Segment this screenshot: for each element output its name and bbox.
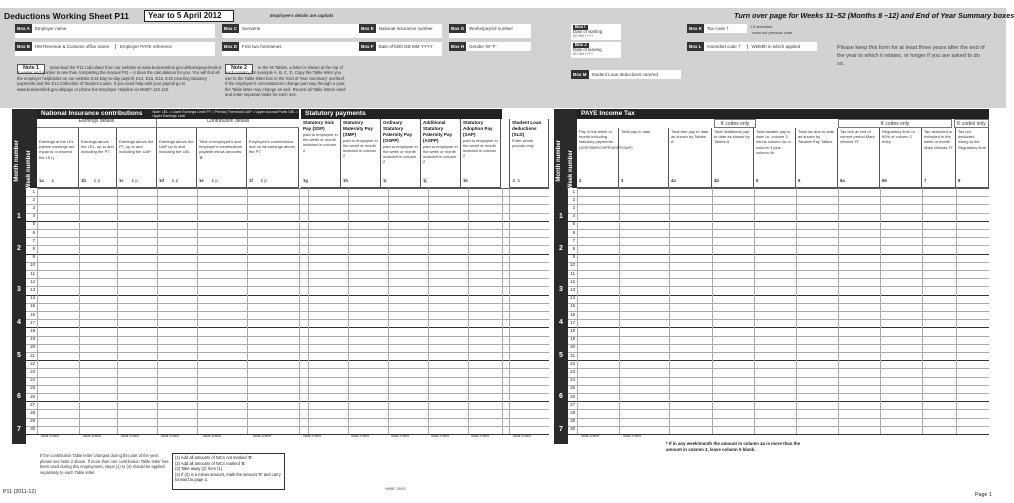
week-number: 25 <box>30 385 35 391</box>
week-number: 14 <box>30 295 35 301</box>
ni-section-bar: National Insurance contributions Note: LEL = Lower Earnings Limit; PT = Primary Threshold UAP = Upper Accrual Point; UEL = Upper Earnings Limit <box>37 109 299 119</box>
stat-column-1i: Ordinary Statutory Paternity Pay (OSPP) paid to employee in the week or month included in column 2 1i <box>381 119 421 188</box>
paye-column-6: Total tax due to date as shown by Taxable Pay Tables 6 <box>796 128 838 188</box>
grid-column-line <box>247 188 248 434</box>
statutory-section-bar: Statutory payments <box>301 109 502 119</box>
week-number: 9 <box>32 254 35 260</box>
week-number: 18 <box>570 327 575 333</box>
week-number: 26 <box>570 393 575 399</box>
week-number: 20 <box>570 344 575 350</box>
week-number: 23 <box>30 368 35 374</box>
total-carried-forward: Total c/fwd <box>302 433 321 438</box>
week-number: 10 <box>30 262 35 268</box>
grid-column-line <box>37 188 38 434</box>
week-number: 2 <box>572 196 575 202</box>
paye-column-8: Tax not deducted owing to the Regulatory limit 8 <box>956 128 989 188</box>
week-number: 18 <box>30 327 35 333</box>
grid-column-line <box>712 188 713 434</box>
week-number: 12 <box>570 278 575 284</box>
week-number: 4 <box>572 213 575 219</box>
week-number: 30 <box>570 426 575 432</box>
week-number: 21 <box>30 352 35 358</box>
total-carried-forward: Total c/fwd <box>512 433 531 438</box>
ni-column-1d: Earnings above the UAP up to and including the UEL 1d £ p <box>157 128 197 188</box>
paye-column-4a: Total free pay to date as shown by Tables A 4a <box>669 128 712 188</box>
week-number: 19 <box>30 336 35 342</box>
grid-column-line <box>880 188 881 434</box>
week-number: 25 <box>570 385 575 391</box>
ni-column-1c: Earnings above the PT, up to and including the UAP 1c £ p <box>117 128 157 188</box>
date-of-leaving-field[interactable]: Box J Date of leaving DD MM YYYY <box>571 42 621 58</box>
week-number: 5 <box>32 221 35 227</box>
grid-column-line <box>509 188 510 434</box>
ni-column-1f: Employee's contributions due on all earnings above the PT 1f £ p <box>247 128 299 188</box>
k-codes-header-3: K codes only <box>954 119 989 128</box>
note-2-label: Note 2 <box>225 64 253 74</box>
grid-column-line <box>299 188 300 434</box>
paye-column-4b: Total 'additional pay' to date as shown by Tables A 4b <box>712 128 754 188</box>
month-number: 5 <box>559 352 563 359</box>
ni-column-1a: Earnings at the LEL (where earnings are equal to or exceed the LEL) 1a £ <box>37 128 79 188</box>
week-number: 24 <box>30 377 35 383</box>
grid-column-line <box>669 188 670 434</box>
month-number: 1 <box>559 212 563 220</box>
date-of-starting-field[interactable]: Box I Date of starting DD MM YYYY <box>571 24 621 40</box>
employer-name-field[interactable]: Box A Employer name <box>15 24 215 33</box>
total-carried-forward: Total c/fwd <box>430 433 449 438</box>
total-carried-forward: Total c/fwd <box>470 433 489 438</box>
month-number: 5 <box>17 352 21 359</box>
note-1-text: Download the P11 Calculator from our website at www.businesslink.gov.uk/basicpaye/tools It is easier and quicker to use than completing the manual P11 – it does the calculations for you. You will find all the employer helpbooks on our website E13 Day-to-day payroll, E14, E15, E16, E19 covering statutory payments and the E12 Collection of Student Loans. If you need help with your payroll go to www.businesslink.gov.uk/paye or phone the Employer Helpline on 08457 143 143. <box>17 65 222 92</box>
week-number: 11 <box>570 270 575 276</box>
date-of-birth-field[interactable]: Box F Date of birth DD MM YYYY <box>359 42 442 51</box>
month-number: 4 <box>559 319 563 327</box>
month-number: 4 <box>17 319 21 327</box>
total-carried-forward: Total c/fwd <box>622 433 641 438</box>
month-number: 7 <box>559 425 563 433</box>
week-number: 16 <box>30 311 35 317</box>
form-title: Deductions Working Sheet P11 <box>4 11 130 21</box>
week-number: 13 <box>570 286 575 292</box>
week-number: 1 <box>32 188 35 194</box>
month-number: 3 <box>559 286 563 294</box>
hmrc-code: HMRC 09/10 <box>385 487 406 491</box>
amended-code-field[interactable]: Box L Amended code † Wk/Mth in which applied <box>687 42 817 51</box>
stat-column-1j: Additional Statutory Paternity Pay (ASPP) paid to employee in the week or month included in column 2 1j <box>421 119 461 188</box>
note-1-label: Note 1 <box>17 64 45 74</box>
paye-column-2: Pay in the week or month including statutory payments (SSP/SMP/OSPP/ASPP/SAP) 2 <box>577 128 619 188</box>
week-number: 17 <box>570 319 575 325</box>
form-id: P11 (2011-12) <box>3 489 37 495</box>
month-number: 2 <box>559 245 563 253</box>
week-number: 8 <box>572 245 575 251</box>
total-carried-forward: Total c/fwd <box>580 433 599 438</box>
week-number: 29 <box>570 418 575 424</box>
paye-column-7: Tax deducted or refunded in the week or month Mark refunds 'R' 7 <box>922 128 956 188</box>
week-number: 15 <box>30 303 35 309</box>
grid-column-line <box>577 188 578 434</box>
stat-column-1h: Statutory Maternity Pay (SMP) paid to employee in the week or month included in column 2 1h <box>341 119 381 188</box>
month-number: 3 <box>17 286 21 294</box>
month-number: 1 <box>17 212 21 220</box>
month-number: 7 <box>17 425 21 433</box>
hmrc-office-field[interactable]: Box B HM Revenue & Customs office name Employer PAYE reference <box>15 42 215 51</box>
grid-column-line <box>502 188 503 434</box>
turn-over-note: Turn over page for Weeks 31–52 (Months 8 –12) and End of Year Summary boxes <box>734 11 1014 20</box>
stat-column-1k: Statutory Adoption Pay (SAP) paid to employee in the week or month included in column 2 1k <box>461 119 501 188</box>
week-number: 22 <box>570 360 575 366</box>
ni-column-1e: Total of employee's and employer's contributions payable minus amounts 'B' 1e £ p <box>197 128 247 188</box>
retention-note: Please keep this form for at least three years after the end of the year to which it relates, or longer if you are asked to do so. <box>837 45 985 67</box>
month-number: 6 <box>559 393 563 400</box>
total-carried-forward: Total c/fwd <box>82 433 101 438</box>
grid-column-line <box>796 188 797 434</box>
week-number: 8 <box>32 245 35 251</box>
grid-column-line <box>956 188 957 434</box>
week-number: 3 <box>32 204 35 210</box>
total-carried-forward: Total c/fwd <box>350 433 369 438</box>
week-number: 3 <box>572 204 575 210</box>
ni-column-headers <box>37 128 299 188</box>
contribution-details-header: Contribution details <box>157 119 299 128</box>
week-number: 23 <box>570 368 575 374</box>
forenames-field[interactable]: Box D First two forenames <box>222 42 442 51</box>
paye-grid <box>559 188 989 444</box>
paye-column-headers <box>577 128 989 188</box>
cross-out-note: cross out previous code <box>752 31 793 35</box>
month-number-label-left: Month number <box>14 140 20 182</box>
ni-column-1b: Earnings above the LEL, up to and including the PT 1b £ p <box>79 128 117 188</box>
total-carried-forward: Total c/fwd <box>252 433 271 438</box>
student-loan-ceased-field[interactable]: Box M Student Loan deductions ceas'ed <box>571 70 681 79</box>
grid-column-line <box>308 188 309 434</box>
month-number: 2 <box>17 245 21 253</box>
works-number-field[interactable]: Box G Works/payroll number <box>449 24 531 33</box>
statutory-column-headers <box>301 119 502 188</box>
week-number: 20 <box>30 344 35 350</box>
week-number: 26 <box>30 393 35 399</box>
grid-column-line <box>157 188 158 434</box>
week-number: 13 <box>30 286 35 292</box>
week-number: 6 <box>32 229 35 235</box>
grid-column-line <box>428 188 429 434</box>
total-carried-forward: Total c/fwd <box>160 433 179 438</box>
paye-column-6a: Tax due at end of current period Mark refunds 'R' 6a <box>838 128 880 188</box>
grid-column-line <box>468 188 469 434</box>
week-number: 19 <box>570 336 575 342</box>
week-number: 27 <box>570 401 575 407</box>
week-number: 28 <box>570 409 575 415</box>
grid-column-line <box>388 188 389 434</box>
week-number-label-right: Week number <box>568 150 574 190</box>
week-number: 29 <box>30 418 35 424</box>
week-number: 2 <box>32 196 35 202</box>
gender-field[interactable]: Box H Gender 'M' 'F' <box>449 42 531 51</box>
week-number: 5 <box>572 221 575 227</box>
k-codes-header-1: K codes only <box>714 119 756 128</box>
total-carried-forward: Total c/fwd <box>120 433 139 438</box>
week-number: 11 <box>30 270 35 276</box>
week-number: 10 <box>570 262 575 268</box>
week-number: 21 <box>570 352 575 358</box>
grid-column-line <box>79 188 80 434</box>
week-number: 27 <box>30 401 35 407</box>
earnings-details-header: Earnings details <box>37 119 157 128</box>
week-number: 12 <box>30 278 35 284</box>
grid-column-line <box>922 188 923 434</box>
table-letter-note: If the contribution Table letter changed during this part of the year, please see Note 2 above. If more than one contribution Table letter has been used during this employment, steps (1) to (4) should be applied separately to each Table letter. <box>40 453 169 476</box>
ni-number-field[interactable]: Box E National Insurance number <box>359 24 442 33</box>
month-number: 6 <box>17 393 21 400</box>
week-number: 6 <box>572 229 575 235</box>
nic-steps-box: (1) Add all amounts of NICs not marked 'B'. (2) Add all amounts of NICs marked 'B'. (3) Take away (2) from (1). (4) If (3) is a minus amount, mark the amount 'R' and carry forward to page 2. <box>172 453 285 490</box>
grid-column-line <box>348 188 349 434</box>
sld-column-header: Student Loan deductions (SLD) Enter whole pounds only 1l £ <box>509 119 549 188</box>
ni-grid <box>17 188 549 444</box>
week-number: 9 <box>572 254 575 260</box>
k-codes-header-2: K codes only <box>838 119 952 128</box>
paye-column-6b: Regulatory limit i.e. 50% of column 2 entry 6b <box>880 128 922 188</box>
grid-column-line <box>754 188 755 434</box>
week-number: 7 <box>32 237 35 243</box>
week-number: 30 <box>30 426 35 432</box>
week-number: 28 <box>30 409 35 415</box>
week-number-label-left: Week number <box>26 150 32 190</box>
week-number: 4 <box>32 213 35 219</box>
total-carried-forward: Total c/fwd <box>390 433 409 438</box>
amended-code-note: † If amended <box>750 25 773 29</box>
page-number: Page 1 <box>975 492 992 498</box>
grid-column-line <box>838 188 839 434</box>
total-carried-forward: Total c/fwd <box>40 433 59 438</box>
week-number: 17 <box>30 319 35 325</box>
week-number: 7 <box>572 237 575 243</box>
grid-column-line <box>619 188 620 434</box>
grid-column-line <box>197 188 198 434</box>
stat-column-1g: Statutory Sick Pay (SSP) paid to employee in the week or month included in column 2 1g <box>301 119 341 188</box>
paye-column-3: Total pay to date 3 <box>619 128 669 188</box>
week-number: 15 <box>570 303 575 309</box>
week-number: 16 <box>570 311 575 317</box>
note-2-text: In the NI Tables, a letter is shown at the top of each column, for example A, B, C, D. Copy the Table letter you use to the Table letter box in the 'End of Year Summary' overleaf. If the employee's circumstances change part way through a year, the Table letter may change as well. Record all Table letters used and enter separate totals for each one. <box>225 65 346 98</box>
tax-year: Year to 5 April 2012 <box>144 10 234 22</box>
surname-field[interactable]: Box C Surname <box>222 24 442 33</box>
week-number: 24 <box>570 377 575 383</box>
total-carried-forward: Total c/fwd <box>202 433 221 438</box>
paye-column-5: Total taxable pay to date i.e. column 3 minus column 4a or column 3 plus column 4b 5 <box>754 128 796 188</box>
week-number: 14 <box>570 295 575 301</box>
week-number: 22 <box>30 360 35 366</box>
week-number: 1 <box>572 188 575 194</box>
capitals-note: Employee's details are capitals <box>270 13 334 18</box>
tax-code-field[interactable]: Box K Tax code † <box>687 24 747 33</box>
paye-section-bar: PAYE Income Tax <box>577 109 989 119</box>
grid-column-line <box>117 188 118 434</box>
month-number-label-right: Month number <box>556 140 562 182</box>
column-5-note: * If in any week/month the amount in column 4a is more than the amount in column 3, leave column 5 blank. <box>666 441 801 452</box>
